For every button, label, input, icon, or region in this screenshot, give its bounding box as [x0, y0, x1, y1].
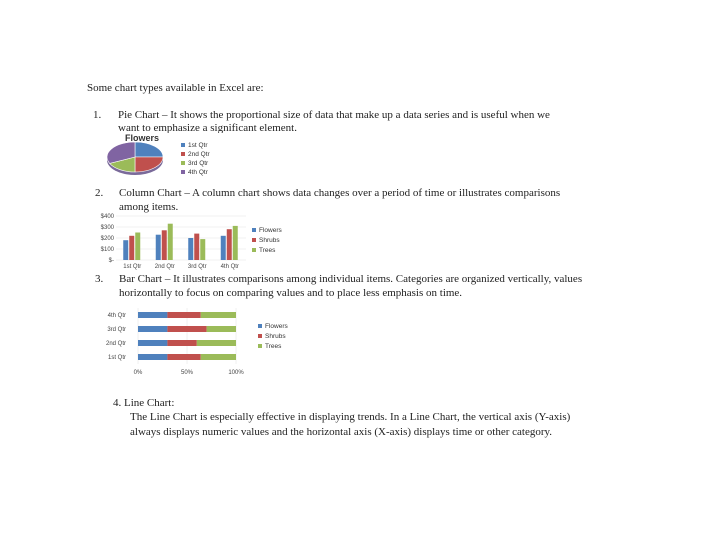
column-bar-trees	[233, 226, 238, 260]
item-2-number: 2.	[95, 187, 104, 199]
item-3-number: 3.	[95, 273, 104, 285]
column-ytick: $100	[100, 247, 114, 253]
pie-title: Flowers	[125, 133, 160, 143]
bar-legend-swatch	[258, 344, 262, 348]
bar-xtick: 0%	[133, 370, 143, 376]
column-legend-label: Shrubs	[259, 237, 280, 244]
bar-xtick: 50%	[180, 370, 194, 376]
bar-segment-trees	[201, 312, 236, 318]
bar-ytick: 2nd Qtr	[105, 341, 126, 347]
item-2-line1: Column Chart – A column chart shows data changes over a period of time or illustrates comparisons	[119, 187, 561, 199]
column-bar-shrubs	[162, 230, 167, 260]
bar-segment-trees	[207, 326, 236, 332]
item-1-line2: want to emphasize a significant element.	[118, 122, 297, 133]
column-bar-shrubs	[129, 236, 134, 260]
bar-segment-flowers	[138, 354, 167, 360]
bar-segment-shrubs	[167, 326, 206, 332]
item-3-line2: horizontally to focus on comparing values and to place less emphasis on time.	[119, 287, 463, 299]
column-ytick: $400	[100, 214, 114, 220]
column-xtick: 4th Qtr	[220, 264, 239, 270]
pie-legend-swatch-3	[181, 161, 185, 165]
column-bar-trees	[168, 224, 173, 260]
column-xtick: 1st Qtr	[123, 264, 142, 270]
bar-ytick: 4th Qtr	[107, 313, 126, 319]
item-1-number: 1.	[93, 109, 102, 121]
bar-segment-shrubs	[167, 340, 196, 346]
bar-legend-swatch	[258, 334, 262, 338]
bar-legend-label: Trees	[265, 343, 282, 350]
pie-legend-swatch-4	[181, 170, 185, 174]
column-bar-trees	[135, 233, 140, 261]
line-chart-heading: 4. Line Chart:	[113, 397, 175, 409]
pie-chart	[103, 133, 223, 183]
bar-legend-label: Shrubs	[265, 333, 286, 340]
column-ytick: $200	[100, 236, 114, 242]
intro-text: Some chart types available in Excel are:	[87, 82, 264, 94]
column-xtick: 2nd Qtr	[154, 264, 175, 270]
bar-ytick: 1st Qtr	[107, 355, 126, 361]
column-bar-shrubs	[194, 234, 199, 260]
column-bar-flowers	[221, 236, 226, 260]
bar-segment-trees	[201, 354, 236, 360]
column-bar-trees	[200, 239, 205, 260]
pie-legend-swatch-1	[181, 143, 185, 147]
bar-segment-shrubs	[167, 312, 200, 318]
column-legend-swatch	[252, 248, 256, 252]
column-ytick: $-	[108, 258, 114, 264]
pie-slice-1	[135, 142, 163, 157]
bar-xtick: 100%	[228, 370, 244, 376]
item-3-line1: Bar Chart – It illustrates comparisons among individual items. Categories are organized vertically, values	[119, 273, 583, 285]
line-chart-line2: always displays numeric values and the horizontal axis (X-axis) displays time or other category.	[130, 426, 553, 438]
column-bar-flowers	[156, 235, 161, 260]
bar-chart	[92, 304, 302, 380]
pie-legend-label-3: 3rd Qtr	[188, 160, 209, 167]
column-legend-swatch	[252, 238, 256, 242]
item-2-line2: among items.	[119, 201, 179, 213]
column-legend-swatch	[252, 228, 256, 232]
bar-ytick: 3rd Qtr	[107, 327, 126, 333]
column-bar-flowers	[123, 240, 128, 260]
column-bar-flowers	[188, 238, 193, 260]
column-chart	[90, 212, 290, 272]
bar-legend-label: Flowers	[265, 323, 288, 330]
column-xtick: 3rd Qtr	[187, 264, 207, 270]
bar-segment-flowers	[138, 340, 167, 346]
pie-legend-label-1: 1st Qtr	[188, 142, 208, 149]
pie-legend-label-2: 2nd Qtr	[188, 151, 210, 158]
column-legend-label: Flowers	[259, 227, 282, 234]
pie-slice-2	[135, 157, 163, 172]
bar-segment-flowers	[138, 312, 167, 318]
item-1-line1: Pie Chart – It shows the proportional size of data that make up a data series and is useful when we	[118, 109, 550, 121]
bar-segment-trees	[197, 340, 236, 346]
bar-legend-swatch	[258, 324, 262, 328]
column-legend-label: Trees	[259, 247, 276, 254]
line-chart-line1: The Line Chart is especially effective in displaying trends. In a Line Chart, the vertical axis (Y-axis)	[130, 411, 571, 423]
bar-segment-flowers	[138, 326, 167, 332]
column-ytick: $300	[100, 225, 114, 231]
bar-segment-shrubs	[167, 354, 200, 360]
pie-legend-swatch-2	[181, 152, 185, 156]
pie-legend-label-4: 4th Qtr	[188, 169, 208, 176]
column-bar-shrubs	[227, 229, 232, 260]
